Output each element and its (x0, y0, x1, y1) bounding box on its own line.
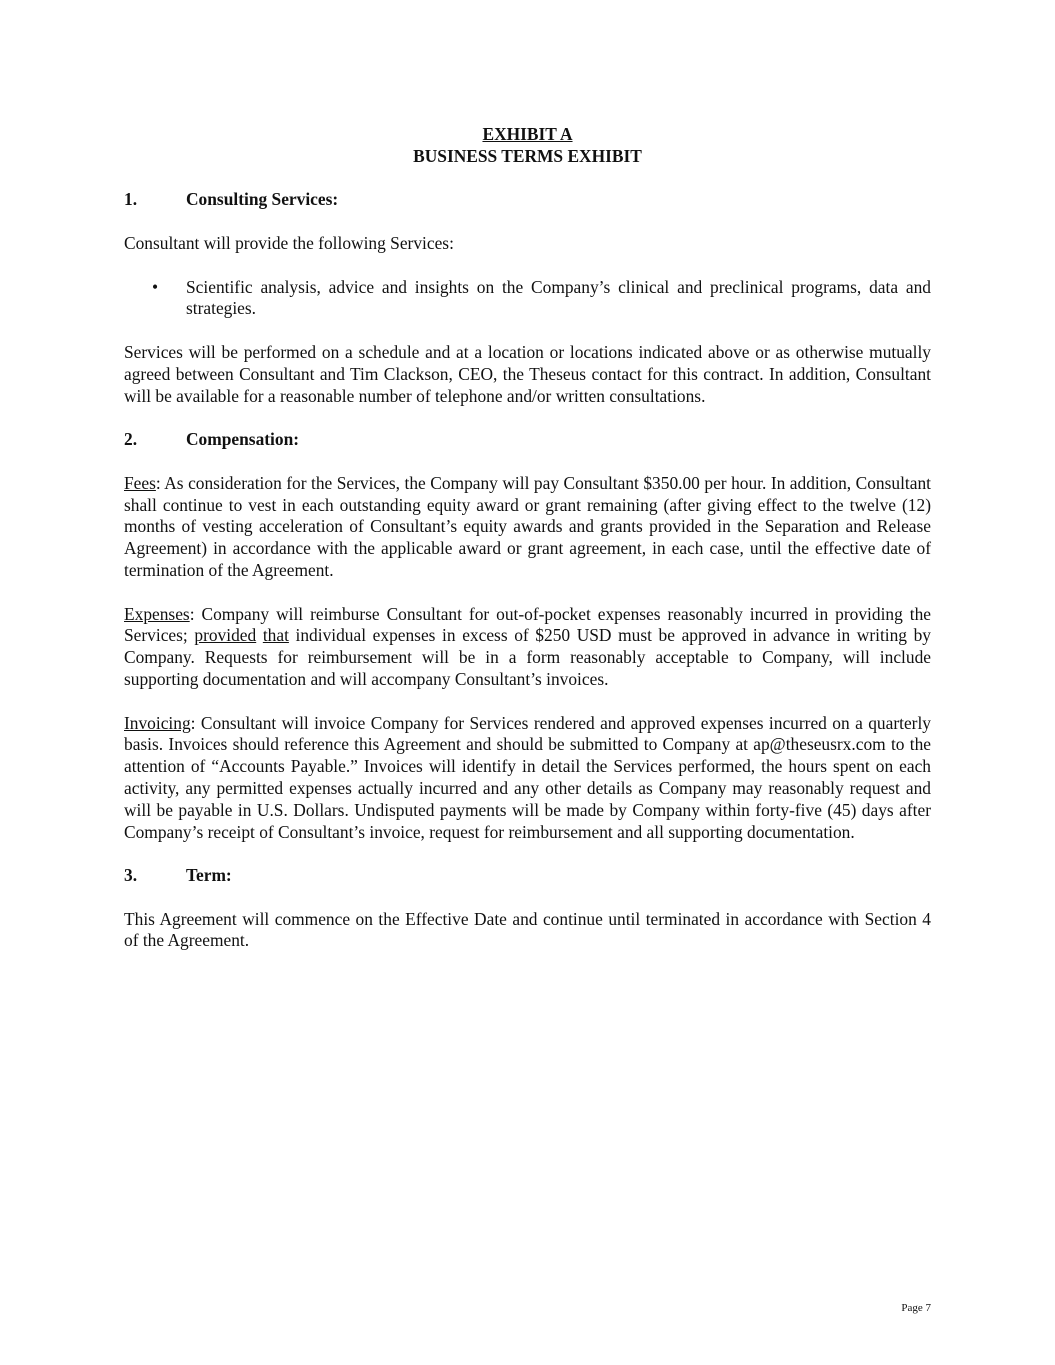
services-list (124, 277, 931, 321)
fees-label: Fees (124, 472, 156, 493)
invoicing-text: : Consultant will invoice Company for Services rendered and approved expenses incurred on a quarterly basis. Invoices should reference this Agreement and should be submitted to Company at ap@theseusrx.com to the attention of “Accounts Payable.” Invoices will identify in detail the Services performed, the hours spent on each activity, any permitted expenses actually incurred and any other details as Company may reasonably request and will be payable in U.S. Dollars. Undisputed payments will be made by Company within forty-five (45) days after Company’s receipt of Consultant’s invoice, request for reimbursement and all supporting documentation. (124, 712, 931, 842)
services-bullet-text: Scientific analysis, advice and insights on the Company’s clinical and preclinical programs, data and strategies. (186, 276, 931, 319)
exhibit-title: EXHIBIT A (482, 124, 573, 144)
expenses-that: that (262, 625, 289, 646)
fees-text: : As consideration for the Services, the Company will pay Consultant $350.00 per hour. In addition, Consultant shall continue to vest in each outstanding equity award or grant remaining (after giving effect to the twelve (12) months of vesting acceleration of Consultant’s equity awards and grants provided in the Separation and Release Agreement) in accordance with the applicable award or grant agreement, in each case, until the effective date of termination of the Agreement. (124, 472, 931, 580)
section-3-number: 3. (124, 865, 138, 886)
section-2-title: Compensation: (186, 429, 300, 450)
section-2-heading (124, 429, 931, 451)
expenses-text-1: : Company will reimburse Consultant for out-of-pocket expenses reasonably incurred in providing the Services; (124, 603, 931, 646)
section-1-heading (124, 189, 931, 211)
document-page (124, 124, 931, 952)
exhibit-subtitle: BUSINESS TERMS EXHIBIT (413, 145, 642, 166)
section-3-body: This Agreement will commence on the Effective Date and continue until terminated in accordance with Section 4 of the Agreement. (124, 908, 931, 951)
invoicing-label: Invoicing (124, 712, 191, 733)
expenses-provided: provided (194, 625, 257, 646)
section-1-intro: Consultant will provide the following Services: (124, 232, 454, 253)
section-1-number: 1. (124, 189, 138, 210)
section-1-body: Services will be performed on a schedule and at a location or locations indicated above or as otherwise mutually agreed between Consultant and Tim Clackson, CEO, the Theseus contact for this contract. In addition, Consultant will be available for a reasonable number of telephone and/or written consultations. (124, 341, 931, 406)
fees-paragraph (124, 473, 931, 582)
section-3-title: Term: (186, 865, 232, 886)
section-2-number: 2. (124, 429, 138, 450)
bullet-icon: • (152, 276, 159, 297)
page-number: Page 7 (901, 1302, 931, 1314)
expenses-paragraph (124, 604, 931, 691)
expenses-text-2: individual expenses in excess of $250 USD must be approved in advance in writing by Company. Requests for reimbursement will be in a form reasonably acceptable to Company, will include supporting documentation and will accompany Consultant’s invoices. (124, 625, 932, 689)
title-block (124, 124, 931, 168)
section-1-title: Consulting Services: (186, 189, 339, 210)
list-item (124, 277, 931, 321)
invoicing-paragraph (124, 713, 931, 844)
expenses-label: Expenses (124, 603, 190, 624)
section-3-heading (124, 865, 931, 887)
